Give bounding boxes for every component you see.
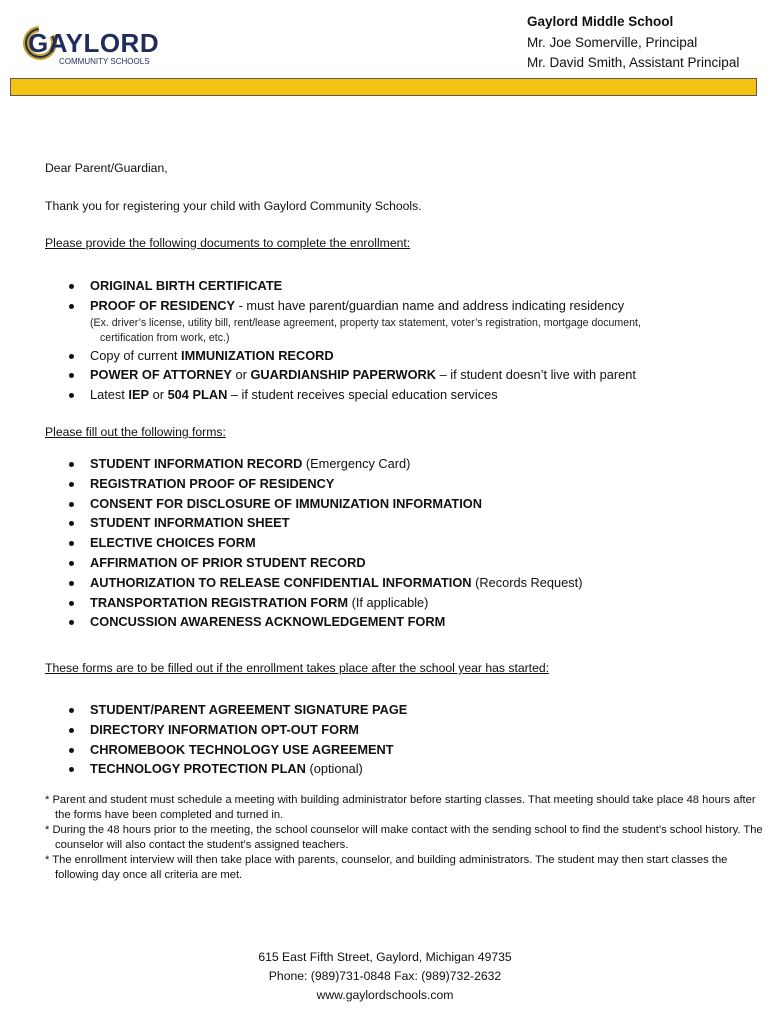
documents-list [0, 276, 641, 405]
list-item: Latest IEP or 504 PLAN – if student receives special education services [0, 385, 641, 405]
assistant-principal-name: Mr. David Smith, Assistant Principal [527, 55, 740, 70]
list-item: CHROMEBOOK TECHNOLOGY USE AGREEMENT [0, 740, 407, 760]
list-item: POWER OF ATTORNEY or GUARDIANSHIP PAPERWORK – if student doesn’t live with parent [0, 365, 641, 385]
svg-text:COMMUNITY SCHOOLS: COMMUNITY SCHOOLS [59, 57, 150, 66]
list-item: REGISTRATION PROOF OF RESIDENCY [0, 474, 582, 494]
footer-address: 615 East Fifth Street, Gaylord, Michigan 49735 [258, 950, 512, 964]
list-item: CONCUSSION AWARENESS ACKNOWLEDGEMENT FORM [0, 612, 582, 632]
document-examples-note: certification from work, etc.) [100, 331, 230, 344]
list-item: STUDENT/PARENT AGREEMENT SIGNATURE PAGE [0, 700, 407, 720]
principal-name: Mr. Joe Somerville, Principal [527, 34, 698, 50]
enrollment-notes [45, 793, 770, 883]
list-item: ORIGINAL BIRTH CERTIFICATE [0, 276, 641, 296]
footer [0, 948, 770, 1005]
school-name: Gaylord Middle School [527, 14, 674, 29]
list-item: Copy of current IMMUNIZATION RECORD [0, 346, 641, 366]
list-item: PROOF OF RESIDENCY - must have parent/guardian name and address indicating residency (Ex. driver’s license, utility bill, rent/lease agreement, property tax statement, voter’s registration, mortgage document, certification from work, etc.) [0, 296, 641, 346]
header-contact [527, 12, 739, 74]
note-item: * Parent and student must schedule a meeting with building administrator before starting classes. That meeting should take place 48 hours after the forms have been completed and turned in. [45, 794, 756, 821]
school-logo [22, 24, 172, 68]
list-item: AFFIRMATION OF PRIOR STUDENT RECORD [0, 553, 582, 573]
list-item: TECHNOLOGY PROTECTION PLAN (optional) [0, 759, 407, 779]
list-item: TRANSPORTATION REGISTRATION FORM (If applicable) [0, 593, 582, 613]
svg-text:GAYLORD: GAYLORD [28, 28, 160, 58]
forms-heading: Please fill out the following forms: [45, 425, 226, 439]
thanks-line: Thank you for registering your child with Gaylord Community Schools. [45, 199, 422, 213]
list-item: CONSENT FOR DISCLOSURE OF IMMUNIZATION INFORMATION [0, 494, 582, 514]
note-item: * During the 48 hours prior to the meeting, the school counselor will make contact with the sending school to find the student’s school history. The counselor will also contact the student’s assigned teachers. [45, 824, 763, 851]
list-item: STUDENT INFORMATION SHEET [0, 513, 582, 533]
forms-list [0, 454, 582, 632]
list-item: DIRECTORY INFORMATION OPT-OUT FORM [0, 720, 407, 740]
header-banner [10, 78, 757, 96]
list-item: STUDENT INFORMATION RECORD (Emergency Card) [0, 454, 582, 474]
late-forms-heading: These forms are to be filled out if the enrollment takes place after the school year has started: [45, 661, 550, 675]
list-item: ELECTIVE CHOICES FORM [0, 533, 582, 553]
document-examples-note: (Ex. driver’s license, utility bill, rent/lease agreement, property tax statement, voter’s registration, mortgage document, [90, 316, 641, 329]
list-item: AUTHORIZATION TO RELEASE CONFIDENTIAL INFORMATION (Records Request) [0, 573, 582, 593]
footer-website: www.gaylordschools.com [316, 988, 454, 1002]
footer-phone-fax: Phone: (989)731-0848 Fax: (989)732-2632 [268, 969, 502, 983]
greeting: Dear Parent/Guardian, [45, 161, 168, 175]
note-item: * The enrollment interview will then take place with parents, counselor, and building administrators. The student may then start classes the following day once all criteria are met. [45, 854, 728, 881]
late-forms-list [0, 700, 407, 779]
documents-heading: Please provide the following documents to complete the enrollment: [45, 236, 411, 250]
